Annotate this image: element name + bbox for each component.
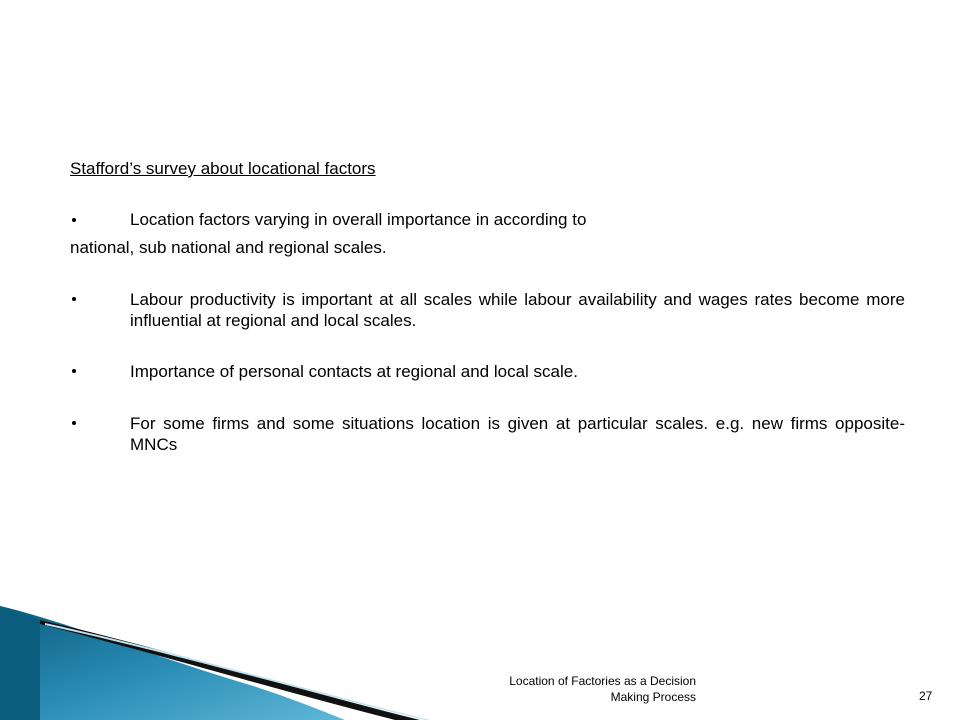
- footer-title-line-2: Making Process: [610, 690, 696, 704]
- bullet-1-line-1: Location factors varying in overall importance in according to: [130, 210, 587, 229]
- bullet-marker: [72, 218, 76, 222]
- page-number: 27: [919, 689, 933, 703]
- footer-title: [396, 673, 696, 705]
- slide-heading: Stafford’s survey about locational factors: [70, 159, 376, 178]
- footer-title-line-1: Location of Factories as a Decision: [509, 674, 696, 688]
- bullet-2-text: Labour productivity is important at all scales while labour availability and wages rates become more influential at regional and local scales.: [130, 290, 905, 330]
- bullet-marker: [72, 369, 76, 373]
- bullet-1-line-2: national, sub national and regional scales.: [70, 238, 387, 257]
- bullet-marker: [72, 421, 76, 425]
- bullet-marker: [72, 297, 76, 301]
- teal-swoosh-edge: [0, 606, 40, 720]
- bullet-3-text: Importance of personal contacts at regional and local scale.: [130, 362, 578, 381]
- bullet-4-text: For some firms and some situations location is given at particular scales. e.g. new firms opposite-MNCs: [130, 414, 905, 454]
